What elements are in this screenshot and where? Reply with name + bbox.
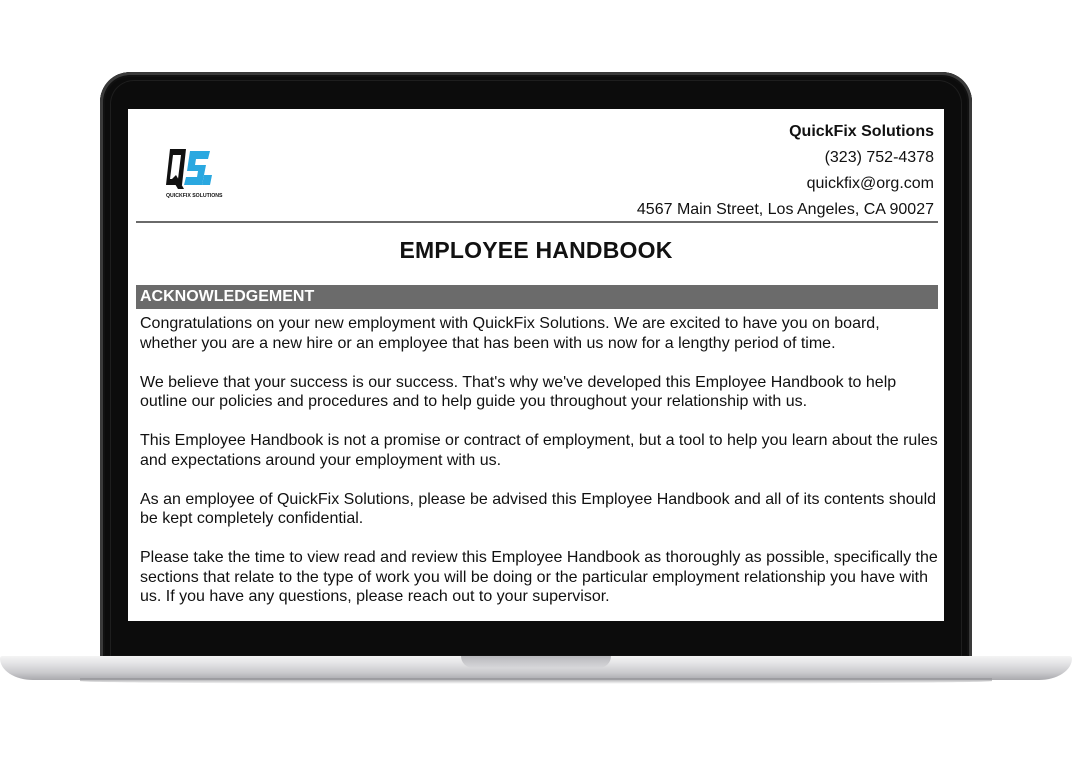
paragraph: Congratulations on your new employment with QuickFix Solutions. We are excited to have you on board, whether you are a new hire or an employee that has been with us now for a lengthy period of time.: [140, 315, 880, 352]
company-name: QuickFix Solutions: [789, 123, 934, 140]
logo-text: QUICKFIX SOLUTIONS: [166, 193, 223, 199]
company-address: 4567 Main Street, Los Angeles, CA 90027: [636, 201, 934, 218]
paragraph: This Employee Handbook is not a promise or contract of employment, but a tool to help you learn about the rules and expectations around your employment with us.: [140, 432, 938, 469]
section-heading-bar: ACKNOWLEDGEMENT: [136, 285, 938, 309]
paragraph: Please take the time to view read and review this Employee Handbook as thoroughly as possible, specifically the sections that relate to the type of work you will be doing or the particular employment relationship you have with us. If you have any questions, please reach out to your supervisor.: [140, 549, 938, 605]
company-contact-block: [637, 119, 934, 223]
company-phone: (323) 752-4378: [824, 149, 934, 166]
laptop-screen: [128, 109, 944, 621]
document-header: [136, 117, 938, 223]
document-title: EMPLOYEE HANDBOOK: [399, 237, 673, 263]
section-body: [140, 314, 938, 621]
paragraph: As an employee of QuickFix Solutions, please be advised this Employee Handbook and all of its contents should be kept completely confidential.: [140, 490, 937, 527]
company-email: quickfix@org.com: [806, 175, 934, 192]
laptop-notch: [461, 656, 611, 668]
qs-logo-icon: [164, 145, 224, 201]
paragraph: We believe that your success is our success. That's why we've developed this Employee Handbook to help outline our policies and procedures and to help guide you throughout your relationship with us.: [140, 373, 897, 410]
